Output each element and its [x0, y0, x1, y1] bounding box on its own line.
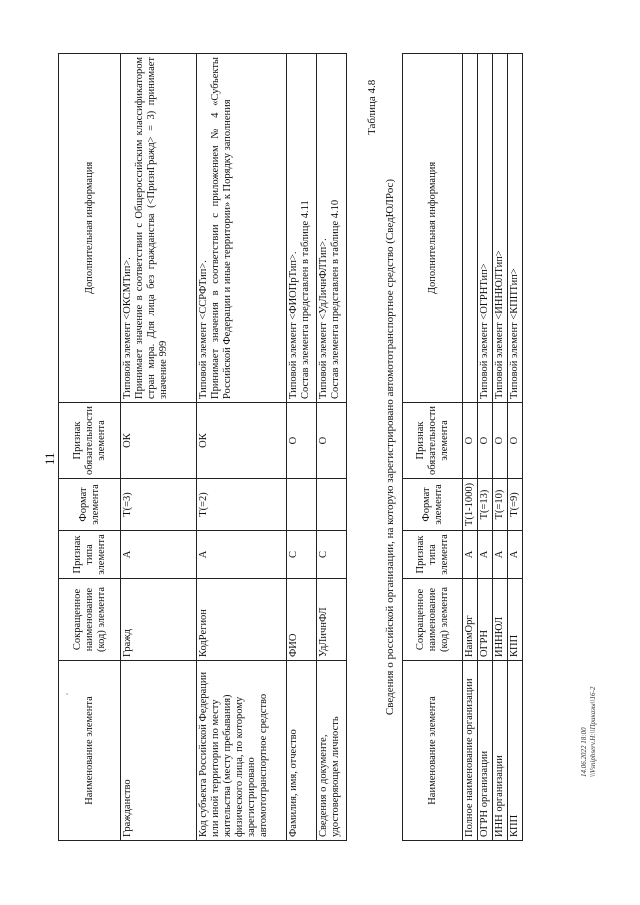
print-footer: 14.06.2022 18:00 \\Vsnipbserv.H:\\Приказы\\16-2 [580, 686, 597, 777]
cell-type: А [478, 531, 493, 579]
cell-required: ОК [121, 403, 197, 479]
scan-mark: ᵃ [64, 693, 72, 695]
cell-type: А [121, 531, 197, 579]
table-label: Таблица 4.8 [366, 79, 378, 135]
cell-name: Полное наименование организации [463, 661, 478, 841]
table-element-attributes [58, 53, 347, 841]
cell-required: ОК [197, 403, 287, 479]
cell-type: А [463, 531, 478, 579]
col-header-required: Признак обязательности элемента [403, 403, 463, 479]
cell-code: НаимОрг [463, 579, 478, 661]
table-row [508, 54, 523, 841]
col-header-format: Формат элемента [59, 479, 121, 531]
col-header-format: Формат элемента [403, 479, 463, 531]
cell-type: А [508, 531, 523, 579]
col-header-type: Признак типа элемента [59, 531, 121, 579]
cell-format: Т(=3) [121, 479, 197, 531]
cell-format [317, 479, 347, 531]
cell-type: А [197, 531, 287, 579]
cell-info: Типовой элемент <ОГРНТип> [478, 54, 493, 403]
cell-name: Гражданство [121, 661, 197, 841]
cell-code: КодРегион [197, 579, 287, 661]
cell-code: Гражд [121, 579, 197, 661]
cell-code: ОГРН [478, 579, 493, 661]
table-caption: Сведения о российской организации, на которую зарегистрировано автомототранспортное средство (СведЮЛРос) [384, 178, 396, 716]
table-row [287, 54, 317, 841]
col-header-code: Сокращенное наименование (код) элемента [59, 579, 121, 661]
col-header-required: Признак обязательности элемента [59, 403, 121, 479]
cell-name: ИНН организации [493, 661, 508, 841]
col-header-code: Сокращенное наименование (код) элемента [403, 579, 463, 661]
cell-format: Т(=2) [197, 479, 287, 531]
cell-info: Типовой элемент <ОКСМТип>. Принимает значение в соответствии с Общероссийским классификатором стран мира. Для лица без гражданства (<ПризнГражд> = 3) принимает значение 999 [121, 54, 197, 403]
cell-code: ФИО [287, 579, 317, 661]
col-header-info: Дополнительная информация [59, 54, 121, 403]
page-number: 11 [42, 452, 57, 465]
table-row [197, 54, 287, 841]
cell-required: О [493, 403, 508, 479]
cell-code: ИННЮЛ [493, 579, 508, 661]
cell-info: Типовой элемент <ИННЮЛТип> [493, 54, 508, 403]
cell-name: ОГРН организации [478, 661, 493, 841]
col-header-type: Признак типа элемента [403, 531, 463, 579]
cell-name: Код субъекта Российской Федерации или иной территории по месту жительства (месту пребывания) физического лица, по которому зарегистрировано автомототранспортное средство [197, 661, 287, 841]
cell-format: Т(=9) [508, 479, 523, 531]
cell-code: КПП [508, 579, 523, 661]
cell-type: С [317, 531, 347, 579]
cell-name: Фамилия, имя, отчество [287, 661, 317, 841]
cell-info: Типовой элемент <ССРФТип>. Принимает значения в соответствии с приложением № 4 «Субъекты Российской Федерации и иные территории» к Порядку заполнения [197, 54, 287, 403]
cell-format: Т(=13) [478, 479, 493, 531]
cell-format: Т(1-1000) [463, 479, 478, 531]
cell-required: О [317, 403, 347, 479]
table-row [317, 54, 347, 841]
cell-required: О [287, 403, 317, 479]
col-header-info: Дополнительная информация [403, 54, 463, 403]
col-header-name: Наименование элемента [59, 661, 121, 841]
cell-required: О [478, 403, 493, 479]
table-row [478, 54, 493, 841]
cell-info: Типовой элемент <УдЛичнФЛТип>. Состав элемента представлен в таблице 4.10 [317, 54, 347, 403]
col-header-name: Наименование элемента [403, 661, 463, 841]
cell-code: УдЛичнФЛ [317, 579, 347, 661]
cell-required: О [508, 403, 523, 479]
cell-type: С [287, 531, 317, 579]
cell-info [463, 54, 478, 403]
cell-format [287, 479, 317, 531]
cell-type: А [493, 531, 508, 579]
table-row [493, 54, 508, 841]
cell-info: Типовой элемент <ФИОПрТип>. Состав элемента представлен в таблице 4.11 [287, 54, 317, 403]
table-row [121, 54, 197, 841]
cell-name: КПП [508, 661, 523, 841]
cell-required: О [463, 403, 478, 479]
table-row [463, 54, 478, 841]
cell-name: Сведения о документе, удостоверяющем личность [317, 661, 347, 841]
table-organization [402, 53, 523, 841]
cell-format: Т(=10) [493, 479, 508, 531]
cell-info: Типовой элемент <КППТип> [508, 54, 523, 403]
